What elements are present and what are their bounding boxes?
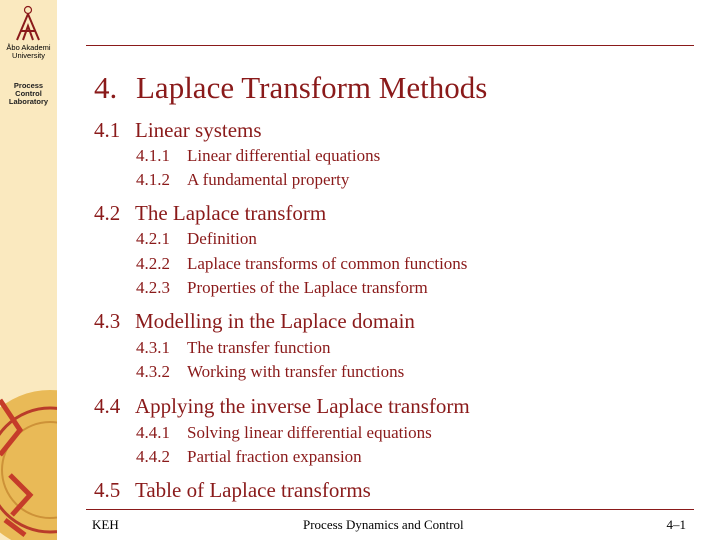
footer-course: Process Dynamics and Control [303,517,464,532]
lab-name-line1: Process [13,81,44,90]
sidebar [0,0,57,540]
footer-page-number: 4–1 [666,517,686,532]
outline-number: 4.4.2 [136,447,170,466]
lab-name-line2: Control [15,89,42,98]
outline-item-4-2 [94,201,326,226]
outline-text: A fundamental property [187,170,350,189]
outline-item-4-1 [94,118,262,143]
outline-number: 4.2.1 [136,229,170,248]
outline-text: Solving linear differential equations [187,423,432,442]
outline-number: 4.1.1 [136,146,170,165]
outline-number: 4.3.1 [136,338,170,357]
outline-item-4-3-2 [136,362,404,382]
outline-number: 4.2.3 [136,278,170,297]
outline-text: The transfer function [187,338,331,357]
outline-text: Linear systems [135,118,262,142]
outline-item-4-1-1 [136,146,380,166]
university-name-line1: Åbo Akademi [6,43,51,52]
outline-text: Laplace transforms of common functions [187,254,468,273]
bottom-divider [86,509,694,510]
outline-item-4-5 [94,478,371,503]
outline-number: 4.1.2 [136,170,170,189]
outline-text: Partial fraction expansion [187,447,362,466]
outline-number: 4.4 [94,394,121,418]
outline-item-4-4 [94,394,470,419]
outline-text: Linear differential equations [187,146,381,165]
outline-number: 4.3.2 [136,362,170,381]
slide-title [94,70,487,106]
outline-text: Definition [187,229,257,248]
outline-item-4-4-2 [136,447,362,467]
outline-number: 4.5 [94,478,121,502]
outline-text: Properties of the Laplace transform [187,278,428,297]
outline-item-4-4-1 [136,423,432,443]
outline-item-4-3-1 [136,338,331,358]
outline-text: Table of Laplace transforms [135,478,371,502]
outline-item-4-2-3 [136,278,428,298]
outline-number: 4.2.2 [136,254,170,273]
lab-name-line3: Laboratory [8,97,49,106]
lab-name [0,82,57,106]
outline-number: 4.3 [94,309,121,333]
outline-item-4-2-1 [136,229,257,249]
outline-item-4-3 [94,309,415,334]
footer-author: KEH [92,517,119,532]
outline-text: Working with transfer functions [187,362,405,381]
university-name [0,44,57,60]
outline-item-4-1-2 [136,170,349,190]
outline-text: Modelling in the Laplace domain [135,309,415,333]
outline-number: 4.4.1 [136,423,170,442]
outline-text: The Laplace transform [135,201,327,225]
outline-number: 4.2 [94,201,121,225]
title-number: 4. [94,70,118,105]
top-divider [86,45,694,46]
outline-item-4-2-2 [136,254,467,274]
outline-number: 4.1 [94,118,121,142]
title-text: Laplace Transform Methods [136,70,488,105]
university-name-line2: University [12,51,45,60]
outline-text: Applying the inverse Laplace transform [135,394,470,418]
